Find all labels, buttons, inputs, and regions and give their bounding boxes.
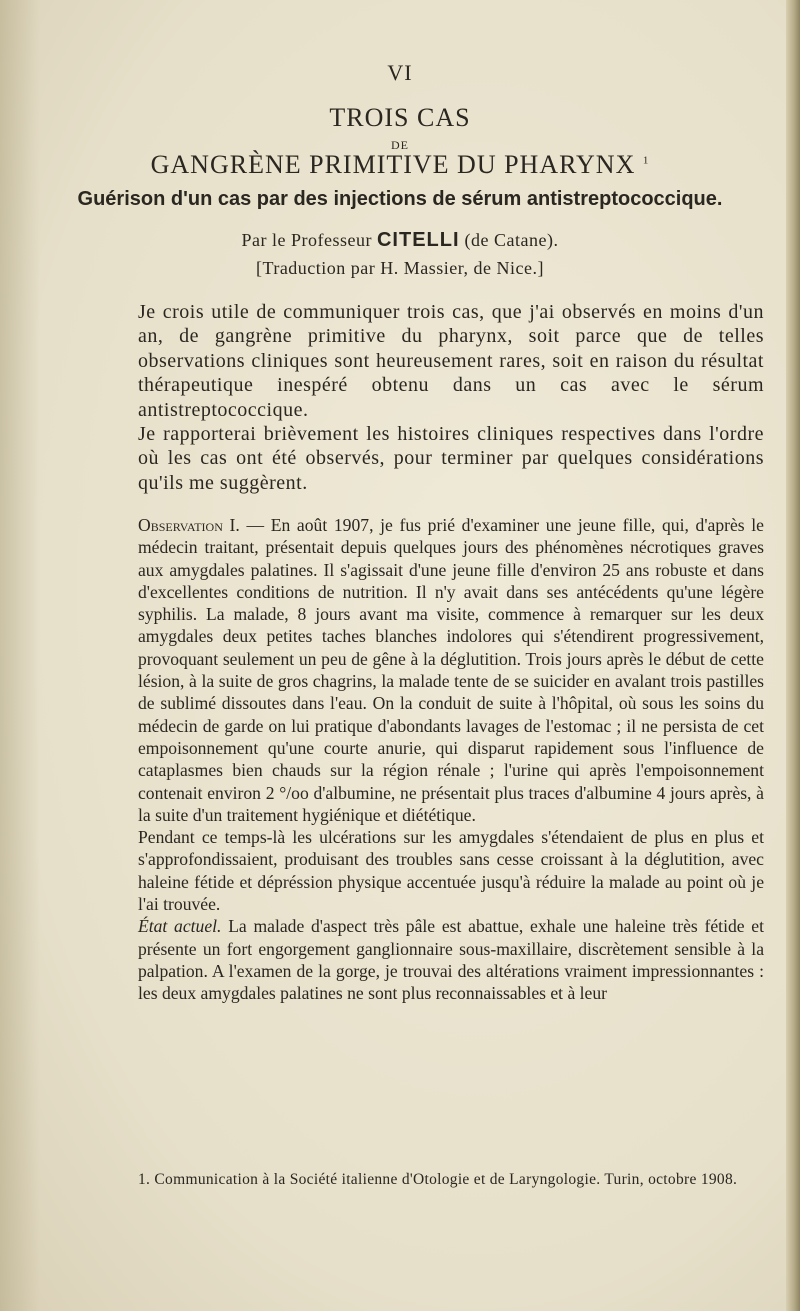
observation-label: Observation I. bbox=[138, 515, 240, 535]
observation-body: — En août 1907, je fus prié d'examiner une jeune fille, qui, d'après le médecin traitant, présentait depuis quelques jours des phénomènes nécrotiques graves aux amygdales palatines. Il s'agissait d'une jeune fille d'environ 25 ans robuste et dans d'excellentes conditions de nutrition. Il n'y avait dans ses antécédents qu'une légère syphilis. La malade, 8 jours avant ma visite, commence à remarquer sur les deux amygdales deux petites taches blanches indolores qui s'étendirent progressivement, provoquant seulement un peu de gêne à la déglutition. Trois jours après le début de cette lésion, à la suite de gros chagrins, la malade tente de se suicider en avalant trois pastilles de sublimé dissoutes dans l'eau. On la conduit de suite à l'hôpital, où sous les soins du médecin de garde on lui pratique d'abondants lavages de l'estomac ; il ne persista de cet empoisonnement qu'une courte anurie, qui disparut rapidement sous l'influence de cataplasmes bien chauds sur la région rénale ; l'urine qui après l'empoisonnement contenait environ 2 °/oo d'albumine, ne présentait plus traces d'albumine 4 jours après, à la suite d'un traitement hygiénique et diététique. bbox=[138, 515, 764, 825]
author-name: CITELLI bbox=[376, 229, 460, 251]
footnote-marker: 1 bbox=[642, 154, 650, 167]
translation-credit: [Traduction par H. Massier, de Nice.] bbox=[255, 258, 545, 278]
observation-text bbox=[138, 514, 764, 1005]
observation-paragraph bbox=[138, 514, 764, 826]
author-prefix: Par le Professeur bbox=[241, 230, 372, 250]
author-suffix: (de Catane). bbox=[464, 230, 559, 250]
title: TROIS CAS bbox=[329, 103, 471, 132]
observation-paragraph-2: Pendant ce temps-là les ulcérations sur les amygdales s'étendaient de plus en plus et s'approfondissaient, produisant des troubles sans cesse croissant à la déglutition, avec haleine fétide et dépréssion physique accentuée jusqu'à réduire la malade au point où je l'ai trouvée. bbox=[138, 827, 764, 915]
author-line bbox=[0, 229, 800, 252]
footnote-text: Communication à la Société italienne d'Otologie et de Laryngologie. Turin, octobre 1908. bbox=[154, 1171, 738, 1188]
observation-paragraph-3 bbox=[138, 915, 764, 1004]
intro-paragraph: Je crois utile de communiquer trois cas, que j'ai observés en moins d'un an, de gangrène primitive du pharynx, soit parce que de telles observations cliniques sont heureusement rares, soit en raison du résultat thérapeutique inespéré obtenu dans un cas avec le sérum antistreptococcique. bbox=[138, 301, 764, 421]
subtitle: Guérison d'un cas par des injections de sérum antistreptococcique. bbox=[77, 188, 723, 210]
title-connector: DE bbox=[391, 138, 409, 152]
main-title bbox=[0, 150, 800, 180]
intro-text bbox=[138, 300, 764, 495]
etat-body: La malade d'aspect très pâle est abattue, exhale une haleine très fétide et présente un fort engorgement ganglionnaire sous-maxillaire, discrètement sensible à la palpation. A l'examen de la gorge, je trouvai des altérations vraiment impressionnantes : les deux amygdales palatines ne sont plus reconnaissables et à leur bbox=[138, 916, 764, 1004]
intro-paragraph: Je rapporterai brièvement les histoires cliniques respectives dans l'ordre où les cas ont été observés, pour terminer par quelques considérations qu'ils me suggèrent. bbox=[138, 423, 764, 494]
main-title-text: GANGRÈNE PRIMITIVE DU PHARYNX bbox=[150, 150, 636, 179]
footnote bbox=[138, 1170, 764, 1189]
etat-label: État actuel. bbox=[138, 916, 222, 937]
section-number: VI bbox=[387, 60, 413, 85]
footnote-number: 1. bbox=[138, 1171, 151, 1188]
